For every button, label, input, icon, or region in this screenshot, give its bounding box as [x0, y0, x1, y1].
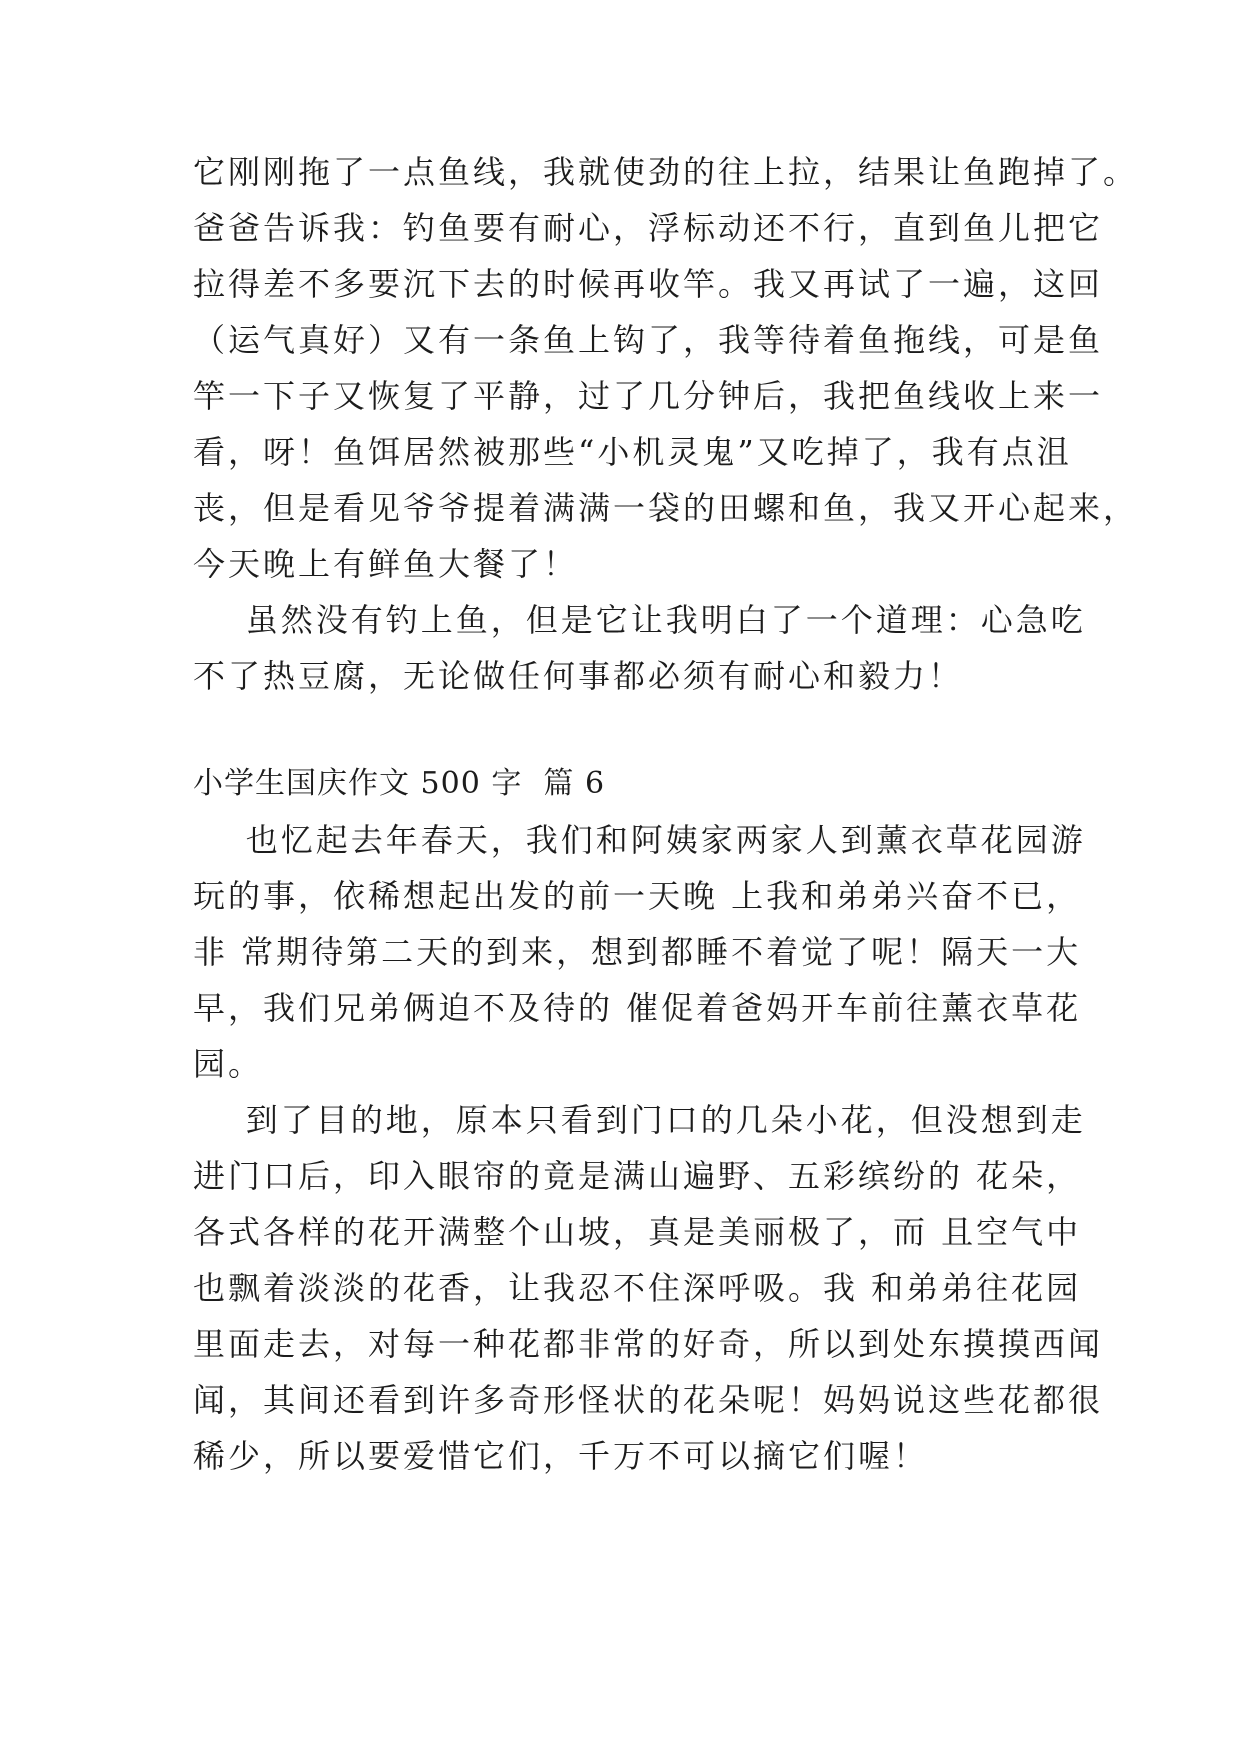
text-line: 虽然没有钓上鱼，但是它让我明白了一个道理：心急吃 [193, 601, 1086, 639]
text-line: 竿一下子又恢复了平静，过了几分钟后，我把鱼线收上来一 [193, 377, 1104, 415]
text-line: 拉得差不多要沉下去的时候再收竿。我又再试了一遍，这回 [193, 265, 1104, 303]
text-line: 稀少，所以要爱惜它们，千万不可以摘它们喔！ [193, 1437, 929, 1475]
text-line: 看，呀！鱼饵居然被那些“小机灵鬼”又吃掉了，我有点沮 [193, 433, 1072, 471]
text-line: 早，我们兄弟俩迫不及待的 催促着爸妈开车前往薰衣草花 [193, 989, 1082, 1027]
text-line: 不了热豆腐，无论做任何事都必须有耐心和毅力！ [193, 657, 964, 695]
text-line: 丧，但是看见爷爷提着满满一袋的田螺和鱼，我又开心起来， [193, 489, 1139, 527]
text-line: 它刚刚拖了一点鱼线，我就使劲的往上拉，结果让鱼跑掉了。 [193, 153, 1139, 191]
text-line: 进门口后，印入眼帘的竟是满山遍野、五彩缤纷的 花朵， [193, 1157, 1082, 1195]
text-line: 到了目的地，原本只看到门口的几朵小花，但没想到走 [193, 1101, 1086, 1139]
text-line: 各式各样的花开满整个山坡，真是美丽极了，而 且空气中 [193, 1213, 1082, 1251]
text-line: （运气真好）又有一条鱼上钩了，我等待着鱼拖线，可是鱼 [193, 321, 1104, 359]
text-line: 也飘着淡淡的花香，让我忍不住深呼吸。我 和弟弟往花园 [193, 1269, 1082, 1307]
text-line: 也忆起去年春天，我们和阿姨家两家人到薰衣草花园游 [193, 821, 1086, 859]
text-line: 爸爸告诉我：钓鱼要有耐心，浮标动还不行，直到鱼儿把它 [193, 209, 1104, 247]
section-heading: 小学生国庆作文 500 字 篇 6 [193, 766, 606, 801]
text-line: 闻，其间还看到许多奇形怪状的花朵呢！妈妈说这些花都很 [193, 1381, 1104, 1419]
text-line: 玩的事，依稀想起出发的前一天晚 上我和弟弟兴奋不已， [193, 877, 1082, 915]
text-line: 今天晚上有鲜鱼大餐了！ [193, 545, 579, 583]
text-line: 园。 [193, 1045, 264, 1083]
text-line: 非 常期待第二天的到来，想到都睡不着觉了呢！隔天一大 [193, 933, 1082, 971]
text-line: 里面走去，对每一种花都非常的好奇，所以到处东摸摸西闻 [193, 1325, 1104, 1363]
